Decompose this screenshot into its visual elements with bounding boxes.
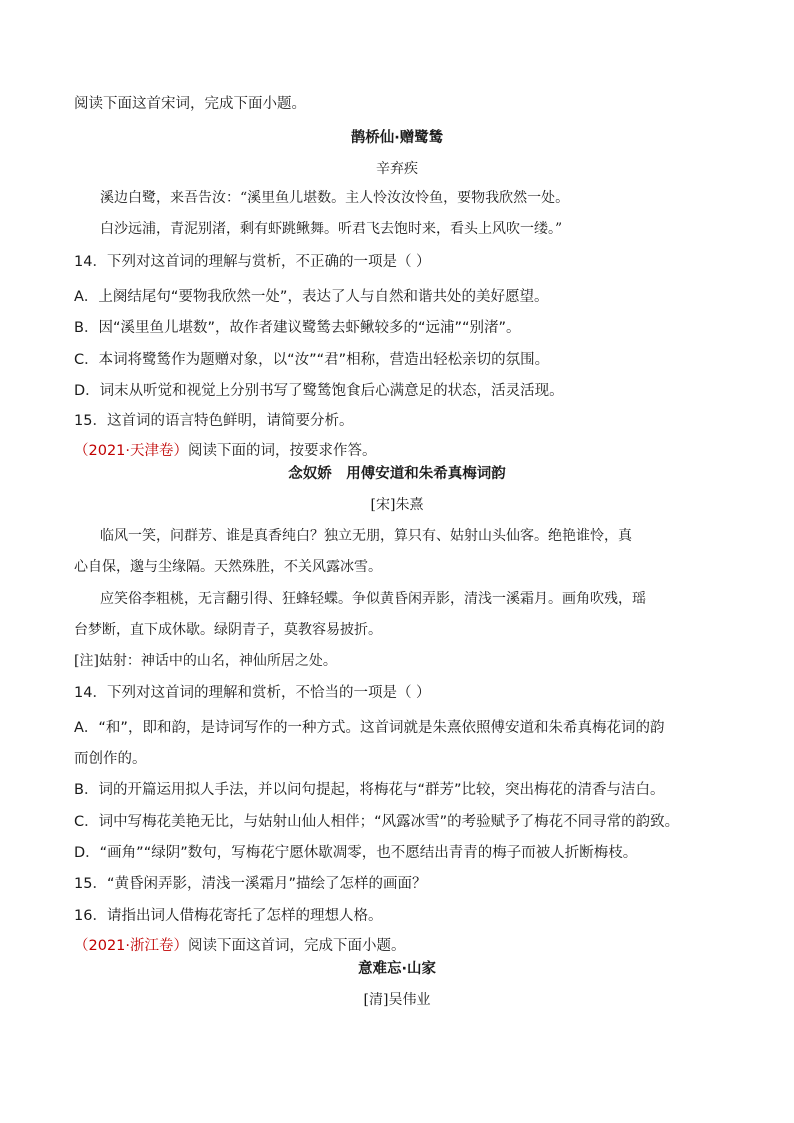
section1-option-b: B．因“溪里鱼儿堪数”，故作者建议鹭鸶去虾鳅较多的“远浦”“别渚”。	[74, 320, 521, 336]
section2-note: [注]姑射：神话中的山名，神仙所居之处。	[74, 653, 337, 669]
section2-question-14: 14．下列对这首词的理解和赏析，不恰当的一项是（ ）	[74, 685, 431, 701]
section1-intro: 阅读下面这首宋词，完成下面小题。	[74, 96, 306, 112]
section1-poem-line: 白沙远浦，青泥别渚，剩有虾跳鳅舞。听君飞去饱时来，看头上风吹一缕。”	[100, 221, 563, 237]
section2-question-16: 16．请指出词人借梅花寄托了怎样的理想人格。	[74, 908, 383, 924]
section1-poem-title: 鹊桥仙·赠鹭鸶	[350, 130, 444, 146]
section2-option-c: C．词中写梅花美艳无比，与姑射山仙人相伴；“风露冰雪”的考验赋予了梅花不同寻常的韵致。	[74, 814, 680, 830]
section2-source: （2021·天津卷）	[74, 443, 189, 459]
section1-poem-line: 溪边白鹭，来吾告汝：“溪里鱼儿堪数。主人怜汝汝怜鱼，要物我欣然一处。	[100, 190, 570, 206]
section2-poem-line: 临风一笑，问群芳、谁是真香纯白？独立无朋，算只有、姑射山头仙客。绝艳谁怜，真	[100, 528, 632, 544]
section2-heading	[74, 441, 377, 461]
section1-question-14: 14．下列对这首词的理解与赏析，不正确的一项是（ ）	[74, 254, 431, 270]
section1-question-15: 15．这首词的语言特色鲜明，请简要分析。	[74, 413, 354, 429]
section2-option-d: D．“画角”“绿阴”数句，写梅花宁愿休歇凋零，也不愿结出青青的梅子而被人折断梅枝。	[74, 845, 638, 861]
section2-poem-line: 台梦断，直下成休歇。绿阴青子，莫教容易披折。	[74, 622, 382, 638]
section1-option-d: D．词末从听觉和视觉上分别书写了鹭鸶饱食后心满意足的状态，活灵活现。	[74, 383, 564, 399]
section2-poem-line: 应笑俗李粗桃，无言翻引得、狂蜂轻蝶。争似黄昏闲弄影，清浅一溪霜月。画角吹残，瑶	[100, 591, 646, 607]
section2-question-15: 15．“黄昏闲弄影，清浅一溪霜月”描绘了怎样的画面？	[74, 876, 427, 892]
section1-option-c: C．本词将鹭鸶作为题赠对象，以“汝”“君”相称，营造出轻松亲切的氛围。	[74, 352, 550, 368]
section2-option-a-cont: 而创作的。	[74, 751, 147, 767]
section2-option-b: B．词的开篇运用拟人手法，并以问句提起，将梅花与“群芳”比较，突出梅花的清香与洁白。	[74, 782, 665, 798]
section2-option-a: A．“和”，即和韵，是诗词写作的一种方式。这首词就是朱熹依照傅安道和朱希真梅花词的韵	[74, 720, 665, 736]
section2-poem-line: 心自保，邈与尘缘隔。天然殊胜，不关风露冰雪。	[74, 559, 382, 575]
section3-intro: 阅读下面这首词，完成下面小题。	[188, 938, 406, 954]
section3-source: （2021·浙江卷）	[74, 938, 189, 954]
section2-poem-title: 念奴娇 用傅安道和朱希真梅词韵	[288, 466, 506, 482]
section2-author: [宋]朱熹	[370, 497, 424, 513]
section3-poem-title: 意难忘·山家	[357, 961, 436, 977]
section3-heading	[74, 936, 406, 956]
section3-author: [清]吴伟业	[363, 992, 431, 1008]
section2-intro: 阅读下面的词，按要求作答。	[188, 443, 377, 459]
section1-author: 辛弃疾	[376, 161, 418, 177]
section1-option-a: A．上阕结尾句“要物我欣然一处”，表达了人与自然和谐共处的美好愿望。	[74, 289, 549, 305]
